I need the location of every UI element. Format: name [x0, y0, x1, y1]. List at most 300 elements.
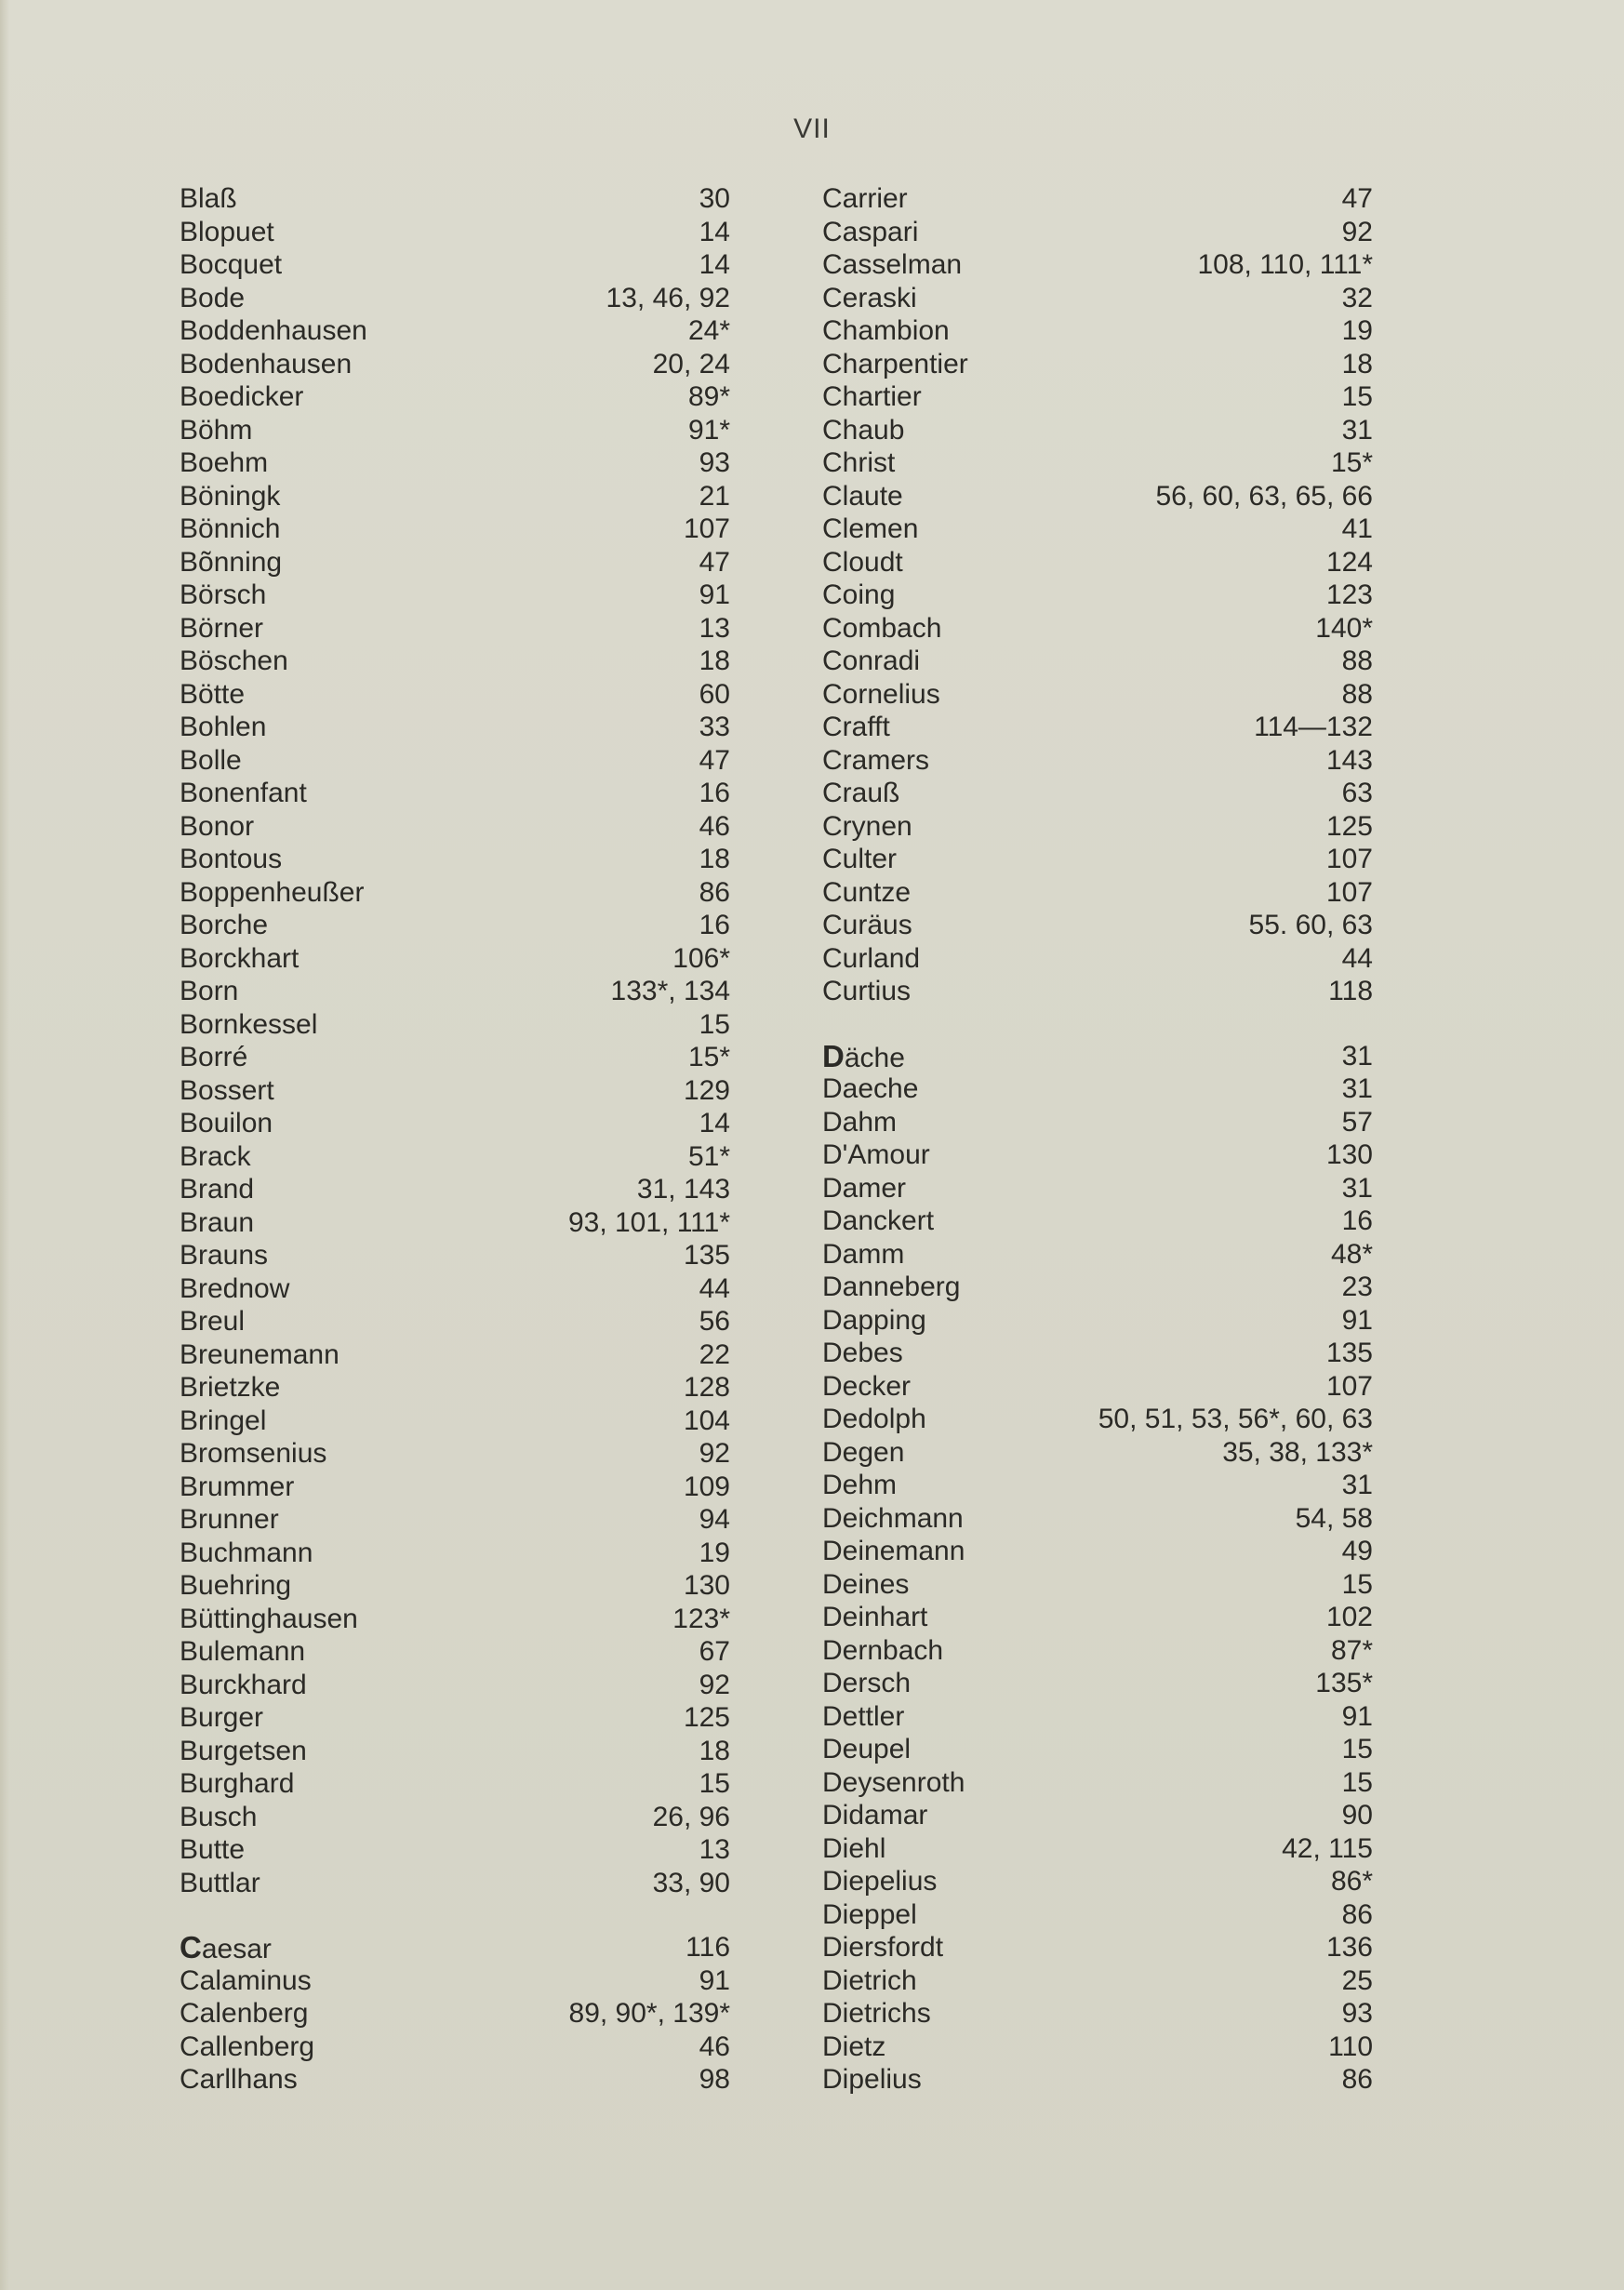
- index-entry: [180, 1206, 730, 1240]
- index-entry: [180, 942, 730, 976]
- index-entry: [822, 546, 1373, 579]
- entry-name: Borckhart: [180, 942, 300, 974]
- index-entry: [822, 1238, 1373, 1271]
- index-entry: [180, 1867, 730, 1900]
- index-entry: [822, 1072, 1373, 1106]
- index-entry: [180, 645, 730, 678]
- entry-name: Börsch: [180, 579, 267, 610]
- letter-section-gap: [180, 1899, 730, 1931]
- entry-pages: 56, 60, 63, 65, 66: [1155, 480, 1373, 512]
- index-entry: [180, 1503, 730, 1537]
- index-entry: [180, 513, 730, 546]
- index-entry: [180, 1997, 730, 2030]
- entry-name: Damm: [822, 1238, 905, 1270]
- index-entry: [180, 711, 730, 744]
- index-entry: [822, 348, 1373, 381]
- index-entry: [822, 975, 1373, 1008]
- entry-name: Bocquet: [180, 249, 283, 280]
- entry-name: Borré: [180, 1042, 248, 1072]
- index-entry: [180, 1669, 730, 1702]
- index-entry: [180, 909, 730, 942]
- entry-pages: 31, 143: [636, 1174, 730, 1205]
- entry-pages: 63: [1341, 778, 1373, 808]
- entry-pages: 107: [683, 513, 730, 544]
- index-entry: [822, 678, 1373, 712]
- entry-pages: 31: [1341, 1470, 1373, 1500]
- index-entry: [822, 1931, 1373, 1964]
- entry-name: Degen: [822, 1436, 905, 1468]
- index-entry: [180, 678, 730, 712]
- index-entry: [822, 2030, 1373, 2064]
- entry-pages: 33, 90: [652, 1867, 730, 1898]
- entry-name: Dietz: [822, 2030, 886, 2062]
- index-entry: [822, 1040, 1373, 1073]
- index-entry: [180, 414, 730, 447]
- entry-name: Conradi: [822, 646, 921, 676]
- entry-name: Dernbach: [822, 1634, 944, 1666]
- entry-pages: 116: [686, 1932, 730, 1963]
- entry-pages: 46: [699, 2030, 730, 2062]
- entry-pages: 15: [699, 1768, 730, 1799]
- index-entry: [822, 414, 1373, 447]
- index-entry: [822, 1106, 1373, 1139]
- index-entry: [180, 380, 730, 414]
- entry-pages: 88: [1341, 646, 1373, 676]
- index-entry: [180, 744, 730, 778]
- entry-name: Buehring: [180, 1570, 292, 1601]
- entry-name: Carrier: [822, 183, 908, 214]
- index-entry: [180, 1767, 730, 1801]
- entry-name: Bulemann: [180, 1636, 306, 1667]
- entry-pages: 51*: [687, 1140, 730, 1172]
- index-entry: [180, 579, 730, 612]
- entry-name: Dietrichs: [822, 1998, 931, 2029]
- entry-name: Boddenhausen: [180, 315, 367, 346]
- section-initial: D: [822, 1038, 845, 1073]
- index-entry: [180, 216, 730, 249]
- entry-pages: 86: [699, 876, 730, 908]
- entry-pages: 13: [699, 612, 730, 644]
- entry-name: Charpentier: [822, 348, 968, 379]
- entry-pages: 47: [699, 546, 730, 578]
- index-entry: [180, 1107, 730, 1140]
- index-entry: [180, 1173, 730, 1206]
- entry-pages: 123: [1325, 579, 1373, 610]
- index-entry: [180, 1140, 730, 1174]
- entry-name: Boppenheußer: [180, 876, 365, 908]
- entry-pages: 110: [1328, 2030, 1373, 2062]
- entry-pages: 60: [699, 678, 730, 710]
- entry-name: Buchmann: [180, 1537, 313, 1568]
- index-entry: [180, 1371, 730, 1405]
- index-entry: [180, 777, 730, 810]
- entry-name: Dedolph: [822, 1404, 926, 1434]
- entry-name: Calenberg: [180, 1998, 309, 2029]
- index-entry: [180, 446, 730, 480]
- entry-name: [822, 1040, 905, 1074]
- entry-pages: 19: [1341, 315, 1373, 346]
- entry-pages: 16: [699, 910, 730, 940]
- entry-pages: 93, 101, 111*: [567, 1206, 730, 1238]
- entry-pages: 31: [1341, 1172, 1373, 1204]
- entry-pages: 67: [699, 1636, 730, 1667]
- index-entry: [180, 1041, 730, 1074]
- entry-name: Cuntze: [822, 876, 912, 908]
- entry-pages: 89*: [687, 381, 730, 412]
- index-entry: [180, 1239, 730, 1272]
- entry-pages: 94: [699, 1504, 730, 1535]
- index-entry: [822, 612, 1373, 646]
- entry-name: Diersfordt: [822, 1932, 944, 1963]
- entry-name: Caspari: [822, 216, 919, 247]
- entry-pages: 30: [699, 183, 730, 214]
- index-entry: [822, 513, 1373, 546]
- index-entry: [822, 1172, 1373, 1205]
- entry-pages: 15: [699, 1008, 730, 1040]
- entry-name: Blaß: [180, 183, 237, 214]
- entry-pages: 109: [683, 1471, 730, 1502]
- index-entry: [822, 1502, 1373, 1536]
- entry-pages: 55. 60, 63: [1248, 910, 1373, 940]
- entry-pages: 54, 58: [1295, 1502, 1373, 1534]
- entry-pages: 23: [1341, 1271, 1373, 1302]
- entry-pages: 18: [699, 1735, 730, 1766]
- entry-pages: 15: [1341, 1568, 1373, 1600]
- index-entry: [822, 1436, 1373, 1470]
- entry-pages: 47: [699, 744, 730, 776]
- entry-pages: 49: [1341, 1536, 1373, 1566]
- entry-name: Bontous: [180, 844, 283, 874]
- index-entry: [822, 480, 1373, 513]
- entry-pages: 92: [699, 1438, 730, 1469]
- entry-pages: 106*: [672, 942, 730, 974]
- entry-pages: 91: [699, 1964, 730, 1996]
- entry-pages: 18: [1341, 348, 1373, 379]
- entry-name: Crynen: [822, 810, 912, 842]
- index-entry: [180, 1537, 730, 1570]
- entry-name: Danckert: [822, 1205, 935, 1236]
- index-entry: [822, 1766, 1373, 1800]
- entry-pages: 88: [1341, 678, 1373, 710]
- entry-name: Börner: [180, 612, 264, 644]
- entry-pages: 89, 90*, 139*: [568, 1998, 730, 2029]
- entry-pages: 125: [683, 1702, 730, 1733]
- entry-name: Christ: [822, 447, 896, 478]
- index-entry: [822, 1733, 1373, 1766]
- entry-pages: 92: [1341, 216, 1373, 247]
- index-entry: [180, 1074, 730, 1108]
- index-entry: [822, 1403, 1373, 1436]
- entry-pages: 26, 96: [652, 1801, 730, 1832]
- index-entry: [180, 810, 730, 844]
- entry-name: Claute: [822, 480, 903, 512]
- entry-name: D'Amour: [822, 1139, 930, 1170]
- entry-name: Deinemann: [822, 1536, 965, 1566]
- entry-name: Chaub: [822, 414, 905, 446]
- entry-pages: 125: [1325, 810, 1373, 842]
- index-entry: [180, 843, 730, 876]
- index-column-right: [822, 182, 1373, 2097]
- entry-name: Curland: [822, 942, 921, 974]
- entry-name: Danneberg: [822, 1271, 961, 1302]
- entry-pages: 90: [1341, 1800, 1373, 1831]
- entry-pages: 135: [1325, 1338, 1373, 1368]
- entry-name: Bohlen: [180, 712, 267, 742]
- entry-pages: 25: [1341, 1964, 1373, 1996]
- entry-name: Brand: [180, 1174, 255, 1205]
- entry-name: Diepelius: [822, 1866, 938, 1897]
- entry-name: Cramers: [822, 744, 930, 776]
- entry-pages: 46: [699, 810, 730, 842]
- entry-pages: 33: [699, 712, 730, 742]
- entry-name: Clemen: [822, 513, 919, 544]
- index-entry: [180, 2030, 730, 2064]
- entry-pages: 108, 110, 111*: [1197, 249, 1373, 280]
- index-entry: [180, 348, 730, 381]
- entry-pages: 19: [699, 1537, 730, 1568]
- index-entry: [822, 777, 1373, 810]
- entry-pages: 91*: [687, 414, 730, 446]
- entry-pages: 14: [699, 249, 730, 280]
- entry-name: Burger: [180, 1702, 264, 1733]
- index-entry: [180, 1635, 730, 1669]
- entry-name: Bornkessel: [180, 1008, 318, 1040]
- entry-pages: 128: [683, 1372, 730, 1403]
- entry-name: Deysenroth: [822, 1766, 965, 1798]
- entry-name: Bode: [180, 282, 246, 313]
- entry-pages: 118: [1328, 976, 1373, 1006]
- index-entry: [822, 248, 1373, 282]
- entry-pages: 31: [1341, 414, 1373, 446]
- index-entry: [180, 1471, 730, 1504]
- entry-pages: 42, 115: [1282, 1832, 1373, 1864]
- index-entry: [180, 2063, 730, 2097]
- index-entry: [822, 1865, 1373, 1898]
- entry-pages: 91: [699, 579, 730, 610]
- index-entry: [822, 314, 1373, 348]
- entry-pages: 15: [1341, 1734, 1373, 1764]
- entry-pages: 86: [1341, 1898, 1373, 1930]
- index-entry: [822, 942, 1373, 976]
- entry-name: Deichmann: [822, 1502, 964, 1534]
- entry-name: Brack: [180, 1140, 251, 1172]
- entry-name: Brauns: [180, 1240, 269, 1271]
- index-entry: [822, 1700, 1373, 1734]
- index-entry: [822, 1997, 1373, 2030]
- entry-name: Bossert: [180, 1074, 274, 1106]
- index-entry: [180, 1569, 730, 1603]
- entry-name: Crafft: [822, 712, 890, 742]
- entry-name: Cloudt: [822, 546, 903, 578]
- entry-name-rest: äche: [844, 1042, 905, 1073]
- index-entry: [822, 1568, 1373, 1602]
- entry-pages: 15: [1341, 1766, 1373, 1798]
- index-entry: [180, 1603, 730, 1636]
- entry-name: Chambion: [822, 315, 950, 346]
- entry-pages: 86*: [1330, 1866, 1373, 1897]
- entry-pages: 130: [1325, 1139, 1373, 1170]
- entry-name: Butte: [180, 1834, 246, 1865]
- entry-name: Diehl: [822, 1832, 886, 1864]
- entry-name: Blopuet: [180, 216, 274, 247]
- index-entry: [822, 1601, 1373, 1634]
- entry-name: Ceraski: [822, 282, 917, 313]
- entry-pages: 31: [1341, 1040, 1373, 1072]
- index-entry: [180, 1405, 730, 1438]
- index-entry: [822, 579, 1373, 612]
- entry-name: Böningk: [180, 480, 281, 512]
- entry-pages: 20, 24: [652, 348, 730, 379]
- index-entry: [822, 1964, 1373, 1998]
- entry-name: Bõnning: [180, 546, 283, 578]
- letter-section-gap: [822, 1008, 1373, 1040]
- entry-name: Bonor: [180, 810, 255, 842]
- index-entry: [822, 1205, 1373, 1238]
- entry-name: Didamar: [822, 1800, 928, 1831]
- entry-name: Dietrich: [822, 1964, 917, 1996]
- entry-name: Brummer: [180, 1471, 295, 1502]
- index-entry: [822, 216, 1373, 249]
- entry-pages: 93: [699, 447, 730, 478]
- entry-pages: 41: [1341, 513, 1373, 544]
- index-entry: [180, 1735, 730, 1768]
- entry-name: Bönnich: [180, 513, 281, 544]
- entry-name: Borche: [180, 910, 269, 940]
- entry-pages: 102: [1325, 1602, 1373, 1632]
- index-entry: [180, 480, 730, 513]
- entry-pages: 16: [699, 778, 730, 808]
- entry-pages: 31: [1341, 1073, 1373, 1104]
- entry-name: Decker: [822, 1370, 912, 1402]
- index-entry: [180, 1272, 730, 1306]
- index-entry: [180, 1338, 730, 1372]
- index-entry: [180, 1833, 730, 1867]
- entry-name: Curtius: [822, 976, 912, 1006]
- index-entry: [822, 1271, 1373, 1304]
- entry-pages: 47: [1341, 183, 1373, 214]
- index-entry: [822, 1667, 1373, 1700]
- entry-pages: 104: [683, 1405, 730, 1436]
- entry-pages: 15: [1341, 381, 1373, 412]
- entry-name: Curäus: [822, 910, 912, 940]
- entry-pages: 48*: [1330, 1238, 1373, 1270]
- entry-pages: 130: [683, 1570, 730, 1601]
- index-entry: [822, 843, 1373, 876]
- index-entry: [180, 1964, 730, 1998]
- entry-name: Braun: [180, 1206, 255, 1238]
- index-entry: [822, 1370, 1373, 1404]
- index-entry: [180, 975, 730, 1008]
- entry-name: Deupel: [822, 1734, 912, 1764]
- entry-name: Burgetsen: [180, 1735, 307, 1766]
- entry-name: [180, 1931, 272, 1965]
- entry-name: Bolle: [180, 744, 242, 776]
- entry-pages: 135: [683, 1240, 730, 1271]
- index-entry: [180, 1437, 730, 1471]
- entry-name: Deines: [822, 1568, 910, 1600]
- entry-name: Bouilon: [180, 1108, 273, 1138]
- entry-name: Böhm: [180, 414, 253, 446]
- entry-pages: 114—132: [1254, 712, 1373, 742]
- entry-pages: 135*: [1315, 1668, 1373, 1698]
- entry-name-rest: aesar: [201, 1934, 272, 1964]
- entry-name: Daeche: [822, 1073, 919, 1104]
- entry-pages: 107: [1325, 844, 1373, 874]
- entry-pages: 87*: [1330, 1634, 1373, 1666]
- entry-name: Dettler: [822, 1700, 905, 1732]
- entry-pages: 44: [699, 1272, 730, 1304]
- index-entry: [180, 182, 730, 216]
- entry-pages: 86: [1341, 2064, 1373, 2095]
- entry-pages: 133*, 134: [610, 976, 730, 1006]
- entry-name: Carllhans: [180, 2064, 298, 2095]
- index-entry: [822, 1898, 1373, 1932]
- entry-name: Cornelius: [822, 678, 940, 710]
- entry-name: Bodenhausen: [180, 348, 353, 379]
- entry-name: Born: [180, 976, 239, 1006]
- entry-name: Breul: [180, 1306, 246, 1337]
- index-entry: [822, 282, 1373, 315]
- entry-name: Dersch: [822, 1668, 912, 1698]
- entry-pages: 15*: [687, 1042, 730, 1072]
- entry-name: Bonenfant: [180, 778, 307, 808]
- entry-pages: 16: [1341, 1205, 1373, 1236]
- entry-pages: 140*: [1315, 612, 1373, 644]
- entry-name: Böschen: [180, 646, 288, 676]
- entry-name: Burghard: [180, 1768, 295, 1799]
- entry-name: Casselman: [822, 249, 963, 280]
- entry-name: Breunemann: [180, 1338, 339, 1370]
- index-entry: [180, 1801, 730, 1834]
- entry-pages: 98: [699, 2064, 730, 2095]
- entry-name: Calaminus: [180, 1964, 312, 1996]
- index-entry: [180, 546, 730, 579]
- entry-pages: 13: [699, 1834, 730, 1865]
- section-initial: C: [180, 1930, 202, 1964]
- entry-name: Deinhart: [822, 1602, 928, 1632]
- entry-name: Boehm: [180, 447, 269, 478]
- index-entry: [822, 876, 1373, 910]
- page-edge: [0, 0, 9, 2290]
- entry-pages: 57: [1341, 1106, 1373, 1138]
- entry-name: Crauß: [822, 778, 900, 808]
- entry-pages: 136: [1325, 1932, 1373, 1963]
- index-entry: [822, 2063, 1373, 2097]
- index-entry: [822, 1799, 1373, 1832]
- entry-name: Brunner: [180, 1504, 279, 1535]
- index-entry: [180, 1701, 730, 1735]
- entry-name: Brednow: [180, 1272, 290, 1304]
- entry-pages: 124: [1325, 546, 1373, 578]
- entry-name: Brietzke: [180, 1372, 281, 1403]
- index-entry: [822, 1138, 1373, 1172]
- entry-pages: 14: [699, 216, 730, 247]
- entry-pages: 35, 38, 133*: [1222, 1436, 1373, 1468]
- entry-pages: 22: [699, 1338, 730, 1370]
- entry-name: Bromsenius: [180, 1438, 327, 1469]
- entry-pages: 18: [699, 844, 730, 874]
- entry-name: Dieppel: [822, 1898, 917, 1930]
- entry-pages: 129: [683, 1074, 730, 1106]
- index-entry: [822, 810, 1373, 844]
- index-entry: [822, 446, 1373, 480]
- entry-name: Combach: [822, 612, 942, 644]
- index-entry: [180, 314, 730, 348]
- page-number: VII: [793, 113, 831, 144]
- index-entry: [822, 1337, 1373, 1370]
- entry-pages: 18: [699, 646, 730, 676]
- entry-pages: 107: [1325, 1370, 1373, 1402]
